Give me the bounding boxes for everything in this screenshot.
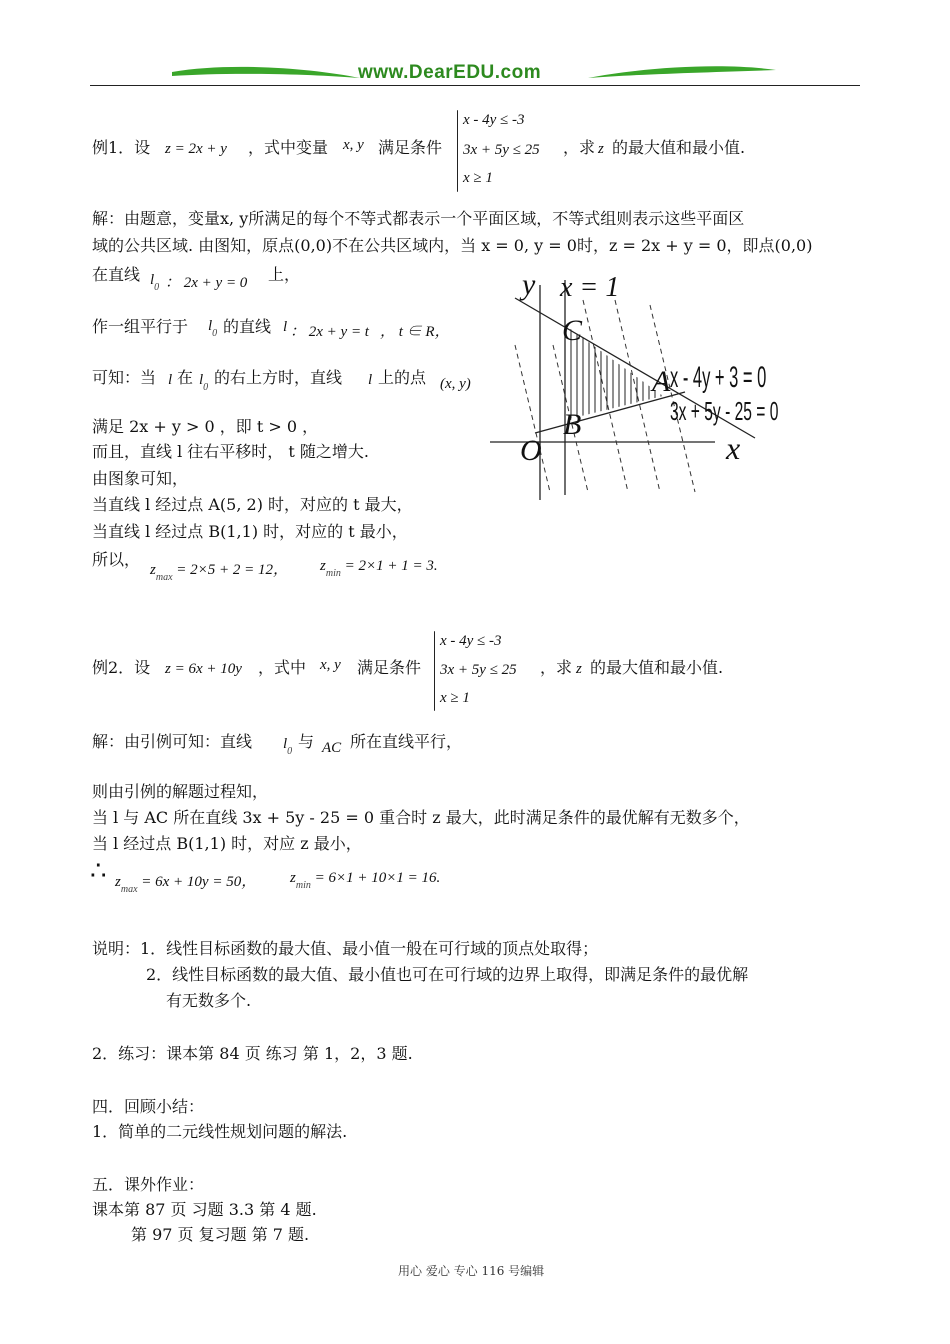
- sol1-zmax: $z_{max} = 2\times 5 + 2 = 12$，: [150, 562, 289, 583]
- ex2-label: 例2．设: [92, 658, 151, 677]
- sol1-line5-pt: (x, y): [440, 376, 471, 392]
- zmax-value: = 2×5 + 2 = 12: [176, 562, 274, 578]
- min-sub: min: [295, 880, 311, 891]
- sol1-line8: 由图象可知，: [92, 469, 189, 488]
- sol1-line4-range: ， t ∈ R，: [380, 324, 450, 340]
- zmin-value: = 6×1 + 10×1 = 16: [314, 870, 437, 886]
- fig-x-label: x: [726, 430, 741, 466]
- page-footer: 用心 爱心 专心 116 号编辑: [398, 1264, 545, 1278]
- note-3: 有无数多个.: [166, 991, 252, 1010]
- sol2-zmax: $z_{max} = 6x + 10y = 50$，: [115, 874, 257, 895]
- practice-line: 2．练习：课本第 84 页 练习 第 1，2，3 题.: [92, 1044, 413, 1063]
- max-sub: max: [120, 884, 138, 895]
- sol1-line3-eq: ： 2x + y = 0: [165, 275, 248, 291]
- sol1-line3-post: 上，: [268, 265, 301, 284]
- sol1-line5-l2: l: [368, 372, 373, 388]
- zmin-value: = 2×1 + 1 = 3: [344, 558, 434, 574]
- ex2-ask-z: z: [576, 661, 582, 677]
- fig-line1-label: x - 4y + 3 = 0: [670, 361, 767, 394]
- sol1-line5-c: 上的点: [378, 368, 427, 387]
- sol2-line1-pre: 解：由引例可知：直线: [92, 732, 253, 751]
- ex2-ask-pre: ，求: [540, 658, 573, 677]
- sol2-line1-post: 所在直线平行，: [350, 732, 463, 751]
- sol1-line2: 域的公共区域. 由图知，原点(0,0)不在公共区域内，当 x = 0, y = 0时，z = 2x + y = 0，即点(0,0): [92, 236, 813, 255]
- ex2-mid: ，式中: [258, 658, 307, 677]
- homework-line1: 课本第 87 页 习题 3.3 第 4 题.: [92, 1200, 317, 1219]
- sol2-line1-mid: 与: [298, 732, 315, 751]
- ex1-sys-3: x ≥ 1: [463, 170, 493, 186]
- ex2-system-brace: [434, 631, 435, 711]
- sol1-line5-a: 在: [177, 368, 194, 387]
- left-swoosh-icon: [172, 67, 360, 78]
- ex1-mid: ，式中变量: [248, 138, 329, 157]
- header-rule: [90, 85, 860, 86]
- therefore-symbol: ∴: [90, 856, 107, 885]
- sol1-line4-eq: ： 2x + y = t: [290, 324, 369, 340]
- homework-title: 五．课外作业：: [92, 1175, 205, 1194]
- sol1-line9: 当直线 l 经过点 A(5, 2) 时，对应的 t 最大，: [92, 495, 413, 514]
- ex2-z-expr: z = 6x + 10y: [165, 661, 242, 677]
- fig-x1-label: x = 1: [560, 272, 620, 303]
- fig-y-label: y: [522, 268, 536, 301]
- sol1-line10: 当直线 l 经过点 B(1,1) 时，对应的 t 最小，: [92, 522, 408, 541]
- sol2-line4: 当 l 经过点 B(1,1) 时，对应 z 最小，: [92, 834, 362, 853]
- sol1-line4-l: l: [283, 319, 288, 335]
- ex2-vars: x, y: [320, 657, 341, 673]
- sol2-ac: AC: [322, 740, 342, 756]
- ex1-sys-2: 3x + 5y ≤ 25: [463, 142, 540, 158]
- review-item: 1．简单的二元线性规划问题的解法.: [92, 1122, 348, 1141]
- site-title: www.DearEDU.com: [358, 62, 542, 83]
- ex1-vars: x, y: [343, 137, 364, 153]
- ex2-ask-post: 的最大值和最小值.: [590, 658, 724, 677]
- sol2-line2: 则由引例的解题过程知，: [92, 782, 269, 801]
- sol1-line4-mid: 的直线: [223, 317, 272, 336]
- note-1: 说明：1．线性目标函数的最大值、最小值一般在可行域的顶点处取得；: [92, 939, 599, 958]
- homework-line2: 第 97 页 复习题 第 7 题.: [131, 1225, 310, 1244]
- sol1-line1: 解：由题意，变量x, y所满足的每个不等式都表示一个平面区域，不等式组则表示这些平面区: [92, 209, 745, 228]
- note-2: 2．线性目标函数的最大值、最小值也可在可行域的边界上取得，即满足条件的最优解: [146, 965, 749, 984]
- zero-sub: 0: [203, 382, 209, 393]
- fig-a-label: A: [652, 365, 671, 398]
- sol1-line4-l0: $l_0$: [208, 318, 218, 339]
- sol1-line5-l: l: [168, 372, 173, 388]
- hatched-region: [571, 310, 661, 430]
- sol1-line7: 而且，直线 l 往右平移时， t 随之增大.: [92, 442, 369, 461]
- sol1-line5-b: 的右上方时，直线: [214, 368, 343, 387]
- ex2-sys-1: x - 4y ≤ -3: [440, 633, 502, 649]
- ex1-ask-z: z: [598, 141, 604, 157]
- sol1-line5-l0: $l_0$: [199, 372, 209, 393]
- ex1-label: 例1．设: [92, 138, 151, 157]
- sol2-zmin: $z_{min} = 6\times 1 + 10\times 1 = 16$.: [290, 870, 441, 891]
- zero-sub: 0: [212, 328, 218, 339]
- sol1-line3-pre: 在直线: [92, 265, 141, 284]
- zero-sub: 0: [154, 282, 160, 293]
- ex1-ask-pre: ，求: [563, 138, 596, 157]
- sol1-line4-pre: 作一组平行于: [92, 317, 189, 336]
- fig-c-label: C: [562, 314, 583, 347]
- sol2-l0: $l_0$: [283, 736, 293, 757]
- sol2-line3: 当 l 与 AC 所在直线 3x + 5y - 25 = 0 重合时 z 最大，此时满足条件的最优解有无数多个，: [92, 808, 750, 827]
- ex1-ask-post: 的最大值和最小值.: [612, 138, 746, 157]
- sol1-line5-pre: 可知：当: [92, 368, 157, 387]
- zmax-value: = 6x + 10y = 50: [141, 874, 242, 890]
- sol1-line6: 满足 2x + y > 0 ，即 t > 0 ，: [92, 417, 319, 436]
- sol1-zmin: $z_{min} = 2\times 1 + 1 = 3$.: [320, 558, 438, 579]
- fig-b-label: B: [563, 408, 582, 441]
- max-sub: max: [155, 572, 173, 583]
- fig-line2-label: 3x + 5y - 25 = 0: [670, 396, 779, 426]
- ex1-system-brace: [457, 110, 458, 192]
- ex1-cond: 满足条件: [378, 138, 443, 157]
- fig-o-label: O: [520, 434, 542, 467]
- min-sub: min: [325, 568, 341, 579]
- review-title: 四．回顾小结：: [92, 1097, 205, 1116]
- ex1-z-expr: z = 2x + y: [165, 141, 227, 157]
- ex2-cond: 满足条件: [357, 658, 422, 677]
- sol1-line3-l0: $l_0$: [150, 272, 160, 293]
- ex2-sys-3: x ≥ 1: [440, 690, 470, 706]
- sol1-line11-pre: 所以，: [92, 550, 141, 569]
- ex1-sys-1: x - 4y ≤ -3: [463, 112, 525, 128]
- right-swoosh-icon: [588, 66, 776, 78]
- zero-sub: 0: [287, 746, 293, 757]
- ex2-sys-2: 3x + 5y ≤ 25: [440, 662, 517, 678]
